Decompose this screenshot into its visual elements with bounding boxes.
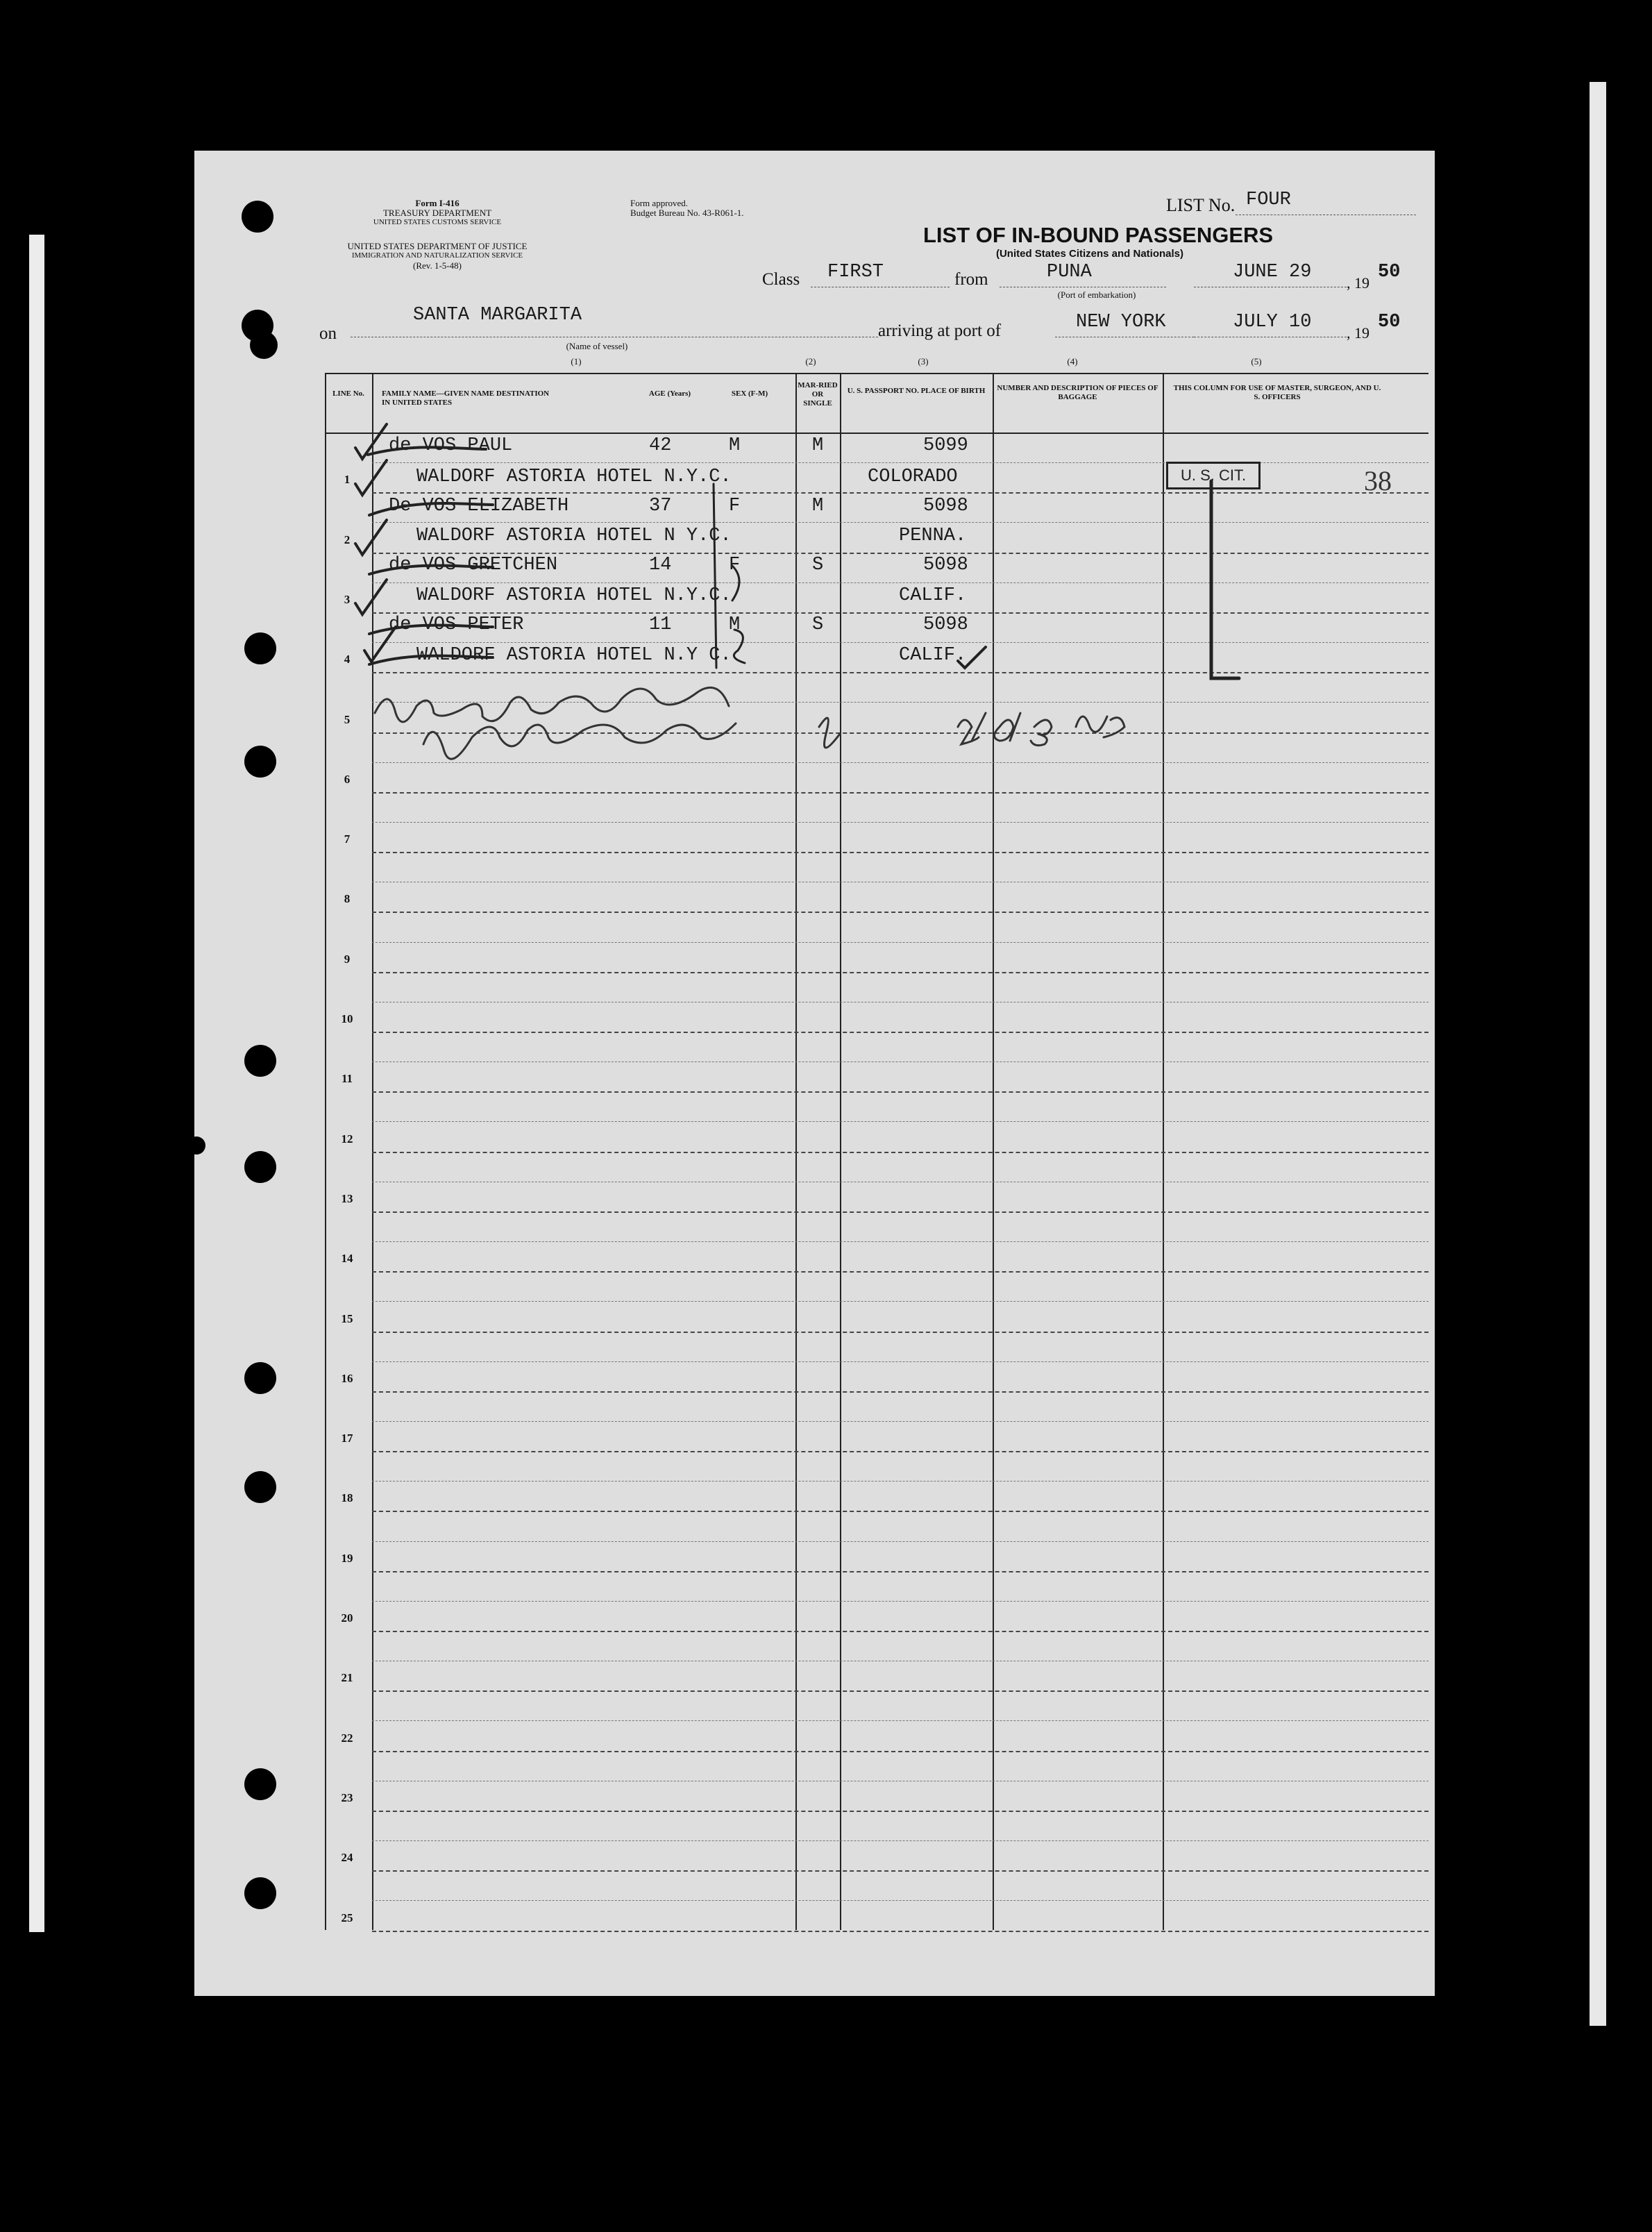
- line-number: 11: [341, 1072, 353, 1085]
- customs-service: UNITED STATES CUSTOMS SERVICE: [373, 218, 502, 226]
- header-age: AGE (Years): [648, 389, 691, 398]
- treasury-dept: TREASURY DEPARTMENT: [382, 208, 492, 218]
- list-no-value: FOUR: [1246, 190, 1291, 210]
- justice-dept: UNITED STATES DEPARTMENT OF JUSTICE: [347, 241, 528, 251]
- departure-year-prefix: , 19: [1347, 274, 1369, 292]
- col-number: (5): [1251, 356, 1262, 367]
- officer-note-number: 38: [1364, 465, 1392, 496]
- line-number: 9: [344, 953, 351, 966]
- passenger-destination: WALDORF ASTORIA HOTEL N.Y.C.: [416, 467, 732, 487]
- header-officers: THIS COLUMN FOR USE OF MASTER, SURGEON, AND U. S. OFFICERS: [1173, 384, 1381, 401]
- class-label: Class: [762, 270, 800, 289]
- from-value: PUNA: [1047, 262, 1092, 283]
- arrival-port: NEW YORK: [1076, 312, 1166, 333]
- passenger-destination: WALDORF ASTORIA HOTEL N Y.C.: [416, 526, 732, 546]
- arrival-year-prefix: , 19: [1347, 324, 1369, 342]
- on-label: on: [319, 324, 337, 343]
- passenger-age: 14: [649, 555, 672, 576]
- page-subtitle: (United States Citizens and Nationals): [995, 248, 1184, 260]
- manifest-sheet: [194, 151, 1435, 1996]
- line-number: 5: [344, 713, 351, 726]
- checkmark-icon: [355, 520, 387, 555]
- passenger-sex: M: [729, 614, 741, 635]
- passenger-birthplace: PENNA.: [899, 526, 967, 546]
- col-number: (2): [805, 356, 816, 367]
- line-number: 8: [344, 892, 351, 905]
- line-number: 19: [341, 1552, 353, 1565]
- passenger-sex: F: [729, 496, 741, 517]
- line-number: 20: [341, 1611, 353, 1625]
- departure-date: JUNE 29: [1233, 262, 1312, 283]
- passenger-marital: M: [812, 435, 824, 456]
- header-name: FAMILY NAME—GIVEN NAME DESTINATION IN UNITED STATES: [382, 389, 550, 407]
- passenger-name: de VOS PAUL: [389, 435, 513, 456]
- revision-date: (Rev. 1-5-48): [413, 260, 462, 271]
- line-number: 6: [344, 773, 351, 786]
- passenger-age: 37: [649, 496, 672, 517]
- passenger-name: de VOS PETER: [389, 614, 524, 635]
- handwritten-marks: [194, 151, 1435, 1996]
- passenger-birthplace: CALIF.: [899, 645, 967, 666]
- line-number: 23: [341, 1791, 353, 1804]
- line-number: 15: [341, 1312, 353, 1325]
- left-film-strip: [29, 235, 44, 1932]
- col-number: (4): [1067, 356, 1078, 367]
- line-number: 7: [344, 832, 351, 846]
- header-sex: SEX (F-M): [731, 389, 768, 398]
- col-number: (1): [571, 356, 582, 367]
- from-label: from: [954, 270, 988, 289]
- budget-bureau: Budget Bureau No. 43-R061-1.: [630, 208, 744, 218]
- checkmark-icon: [355, 460, 387, 495]
- line-number: 1: [344, 473, 351, 486]
- passenger-name: De VOS ELIZABETH: [389, 496, 569, 517]
- vessel-name: SANTA MARGARITA: [413, 305, 582, 326]
- line-number: 12: [341, 1132, 353, 1146]
- passenger-sex: M: [729, 435, 741, 456]
- line-number: 25: [341, 1911, 353, 1924]
- arrival-date: JULY 10: [1233, 312, 1312, 333]
- official-signature: [375, 687, 1124, 759]
- passenger-destination: WALDORF ASTORIA HOTEL N.Y.C.: [416, 585, 732, 606]
- header-passport: U. S. PASSPORT NO. PLACE OF BIRTH: [847, 387, 986, 395]
- passenger-passport: 5098: [923, 496, 968, 517]
- line-number: 17: [341, 1432, 353, 1445]
- line-number: 14: [341, 1252, 353, 1265]
- passenger-birthplace: COLORADO: [868, 467, 958, 487]
- passenger-passport: 5098: [923, 614, 968, 635]
- line-number: 18: [341, 1491, 353, 1504]
- passenger-age: 11: [649, 614, 672, 635]
- checkmark-icon: [958, 647, 986, 668]
- port-embarkation-label: (Port of embarkation): [1057, 290, 1136, 300]
- form-number: Form I-416: [415, 198, 460, 208]
- passenger-marital: S: [812, 614, 824, 635]
- form-approved: Form approved.: [630, 198, 689, 208]
- passenger-marital: M: [812, 496, 824, 517]
- checkmark-icon: [355, 580, 387, 614]
- list-no-label: LIST No.: [1166, 195, 1236, 215]
- us-citizen-stamp: U. S. CIT.: [1166, 462, 1261, 489]
- col-number: (3): [918, 356, 929, 367]
- passenger-destination: WALDORF ASTORIA HOTEL N.Y C.: [416, 645, 732, 666]
- passenger-passport: 5098: [923, 555, 968, 576]
- line-number: 24: [341, 1851, 353, 1864]
- arriving-label: arriving at port of: [878, 321, 1002, 340]
- passenger-passport: 5099: [923, 435, 968, 456]
- line-number: 22: [341, 1731, 353, 1745]
- line-number: 2: [344, 533, 351, 546]
- passenger-marital: S: [812, 555, 824, 576]
- passenger-name: de VOS GRETCHEN: [389, 555, 558, 576]
- page-title: LIST OF IN-BOUND PASSENGERS: [923, 223, 1274, 247]
- vessel-label: (Name of vessel): [566, 341, 628, 351]
- line-number: 4: [344, 653, 351, 666]
- line-number: 10: [341, 1012, 353, 1025]
- line-number: 16: [341, 1372, 353, 1385]
- line-number: 21: [341, 1671, 353, 1684]
- right-film-strip: [1590, 82, 1606, 2026]
- line-number: 3: [344, 593, 351, 606]
- header-marital: MAR-RIED OR SINGLE: [798, 381, 838, 408]
- departure-year: 50: [1378, 262, 1401, 283]
- header-baggage: NUMBER AND DESCRIPTION OF PIECES OF BAGGAGE: [997, 384, 1158, 401]
- arrival-year: 50: [1378, 312, 1401, 333]
- line-number: 13: [341, 1192, 353, 1205]
- header-line-no: LINE No.: [332, 389, 364, 398]
- class-value: FIRST: [827, 262, 884, 283]
- passenger-birthplace: CALIF.: [899, 585, 967, 606]
- passenger-sex: F: [729, 555, 741, 576]
- ins-service: IMMIGRATION AND NATURALIZATION SERVICE: [351, 251, 523, 260]
- passenger-age: 42: [649, 435, 672, 456]
